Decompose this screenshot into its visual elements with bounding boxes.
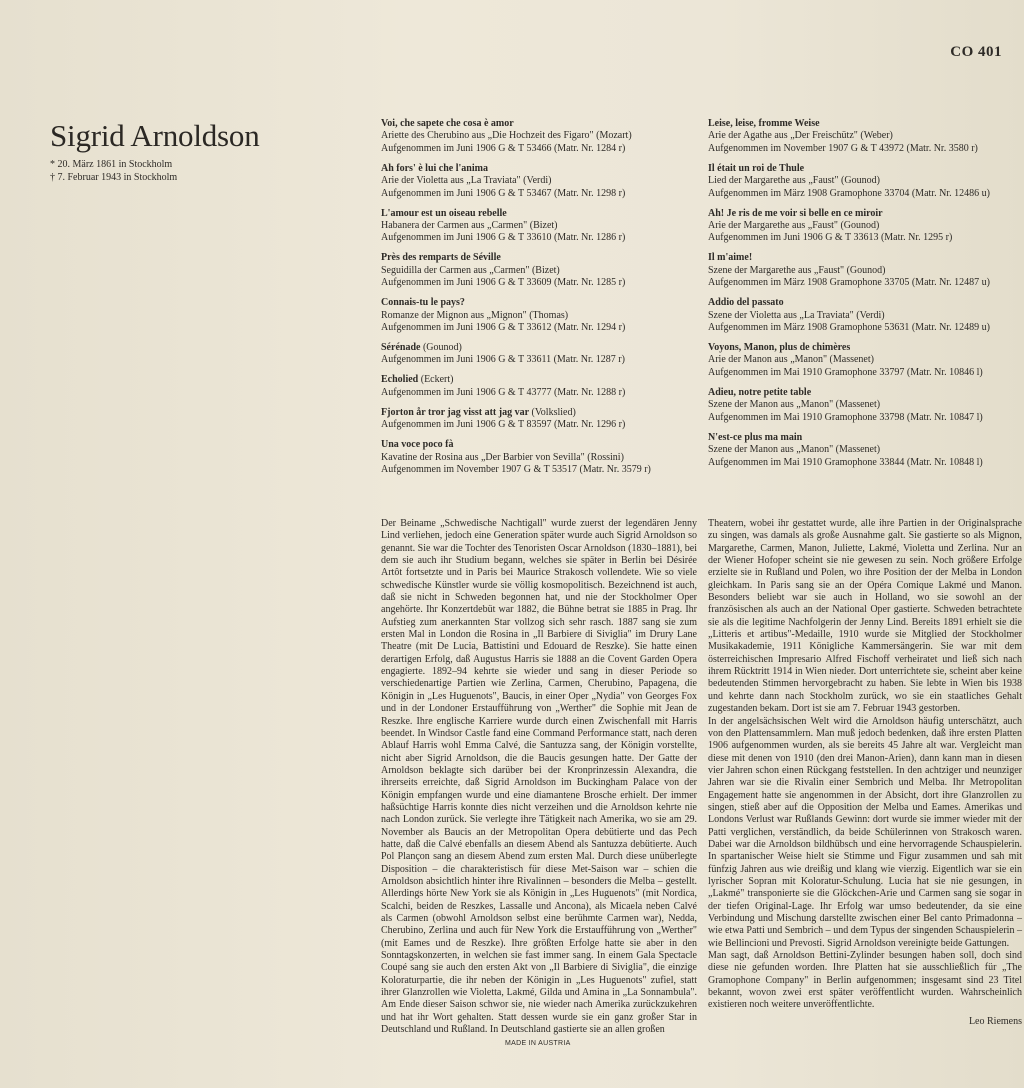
- track-entry: [381, 163, 711, 200]
- track-title-line: [708, 297, 1024, 309]
- track-description: Romanze der Mignon aus „Mignon" (Thomas): [381, 309, 569, 321]
- track-recording-info: Aufgenommen im Juni 1906 G & T 83597 (Matr. Nr. 1296 r): [381, 419, 626, 431]
- biography-column-right: [708, 518, 1022, 1028]
- track-composer: (Gounod): [420, 342, 462, 354]
- artist-dates: [50, 158, 350, 184]
- track-title-line: [708, 163, 1024, 175]
- track-title: L'amour est un oiseau rebelle: [381, 207, 507, 219]
- track-title: Sérénade: [381, 342, 421, 354]
- track-title-line: [708, 432, 1024, 444]
- track-entry: [708, 208, 1024, 245]
- track-entry: [381, 297, 711, 334]
- track-title-line: [708, 387, 1024, 399]
- track-composer: (Eckert): [418, 374, 454, 386]
- death-date: † 7. Februar 1943 in Stockholm: [50, 172, 178, 183]
- track-recording-info: Aufgenommen im Juni 1906 G & T 33611 (Matr. Nr. 1287 r): [381, 354, 625, 366]
- track-recording-info: Aufgenommen im Mai 1910 Gramophone 33798 (Matr. Nr. 10847 l): [708, 411, 983, 423]
- artist-name: Sigrid Arnoldson: [50, 118, 260, 153]
- track-entry: [381, 342, 711, 367]
- track-recording-info: Aufgenommen im Juni 1906 G & T 33609 (Matr. Nr. 1285 r): [381, 277, 626, 289]
- track-description: Kavatine der Rosina aus „Der Barbier von Sevilla" (Rossini): [381, 451, 624, 463]
- track-title: Echolied: [381, 374, 419, 386]
- track-title: Près des remparts de Séville: [381, 252, 501, 264]
- biography-paragraph: Der Beiname „Schwedische Nachtigall" wurde zuerst der legendären Jenny Lind verliehen, jedoch eine Generation später wurde auch Sigrid Arnoldson so genannt. Sie war die Tochter des Tenoristen Oscar Arnoldson (1830–1881), bei dem sie auch ihr Studium begann, welches sie später in Berlin bei Désirée Artôt fortsetzte und in Paris bei Maurice Strakosch vollendete. Wie so viele schwedische Künstler wurde sie völlig kosmopolitisch. Bezeichnend ist auch, daß sie nicht in Schweden begonnen hat, und nie der Stockholmer Oper angehörte. Ihr Konzertdebüt war 1882, die Bühne betrat sie 1885 in Prag. Ihr Aufstieg zum anerkannten Star vollzog sich sehr rasch. 1887 sang sie zum ersten Mal in London die Rosina in „Il Barbiere di Siviglia" im Drury Lane Theatre (mit De Lucia, Battistini und Edouard de Reszke). Sie hatte einen derartigen Erfolg, daß Augustus Harris sie 1888 an die Covent Garden Opera engagierte. 1892–94 kehrte sie wieder und sang in dieser Periode so verschiedenartige Partien wie Zerlina, Carmen, Cherubino, Papagena, die Königin in „Les Huguenots", Baucis, in einer Oper „Nydia" von Georges Fox und in der Londoner Erstaufführung von „Werther" die Sophie mit Jean de Reszke. Ihre englische Karriere wurde durch einen Zwischenfall mit Harris beendet. In Windsor Castle fand eine Command Performance statt, nach deren Ablauf Harris wohl Emma Calvé, die Santuzza sang, der Königin vorstellte, nicht aber Sigrid Arnoldson, die die Baucis gesungen hatte. Der Gatte der Arnoldson beklagte sich darüber bei der Kronprinzessin Alexandra, die ihrerseits erreichte, daß Sigrid Arnoldson im Buckingham Palace von der Königin empfangen wurde und eine diamantene Brosche erhielt. Der immer haßsüchtige Harris konnte dies nicht verzeihen und die Arnoldson kehrte nie nach London zurück. Sie verlegte ihre Tätigkeit nach Amerika, wo sie am 29. November als Baucis an der Metropolitan Opera debütierte und das Pech hatte, daß die Calvé ebenfalls an diesem Abend als Santuzza debütierte. Auch Pol Plançon sang an diesem Abend zum ersten Mal. Durch diese unüberlegte Disposition – die charakteristisch für diese Met-Saison war – schien die Arnoldson absichtlich hinter ihre Rivalinnen – besonders die Melba – gestellt. Allerdings hörte New York sie als Königin in „Les Huguenots" (mit Nordica, Scalchi, beiden de Reszkes, Lassalle und Ancona), als Micaela neben Calvé als Carmen (obwohl Arnoldson selbst eine berühmte Carmen war), Nedda, Cherubino, Zerlina und auch für New York die Erstaufführung von „Werther" (mit Eames und de Reszke). Ihre größten Erfolge hatte sie aber in den Sonntagskonzerten, in welchen sie fast immer sang. In einem Gala Spectacle Coupé sang sie auch den ersten Akt von „Il Barbiere di Siviglia", die einzige Koloraturpartie, die ihr neben der Königin in „Les Huguenots" zufiel, statt ihrer Glanzrollen wie Violetta, Lakmé, Gilda und Amina in „La Sonnambula". Am Ende dieser Saison schwor sie, nie wieder nach Amerika zurückzukehren und hat ihr Wort gehalten. Statt dessen wurde sie ein ganz großer Star in Deutschland und Rußland. In Deutschland gastierte sie an allen großen: [381, 518, 697, 1036]
- track-title-line: [708, 118, 1024, 130]
- track-recording-info: Aufgenommen im Juni 1906 G & T 33610 (Matr. Nr. 1286 r): [381, 232, 626, 244]
- track-recording-info: Aufgenommen im Mai 1910 Gramophone 33797 (Matr. Nr. 10846 l): [708, 366, 983, 378]
- author-credit: Leo Riemens: [968, 1015, 1022, 1027]
- track-entry: [708, 163, 1024, 200]
- track-title-line: [381, 439, 711, 451]
- track-title-line: [381, 252, 711, 264]
- track-title: N'est-ce plus ma main: [708, 431, 803, 443]
- track-description: Arie der Agathe aus „Der Freischütz" (Weber): [708, 130, 893, 142]
- track-description: Habanera der Carmen aus „Carmen" (Bizet): [381, 220, 558, 232]
- catalog-number: CO 401: [950, 44, 1002, 60]
- track-description: Szene der Margarethe aus „Faust" (Gounod): [708, 264, 886, 276]
- track-title: Voyons, Manon, plus de chimères: [708, 342, 851, 354]
- track-title: Voi, che sapete che cosa è amor: [381, 118, 514, 129]
- track-title-line: [381, 163, 711, 175]
- track-recording-info: Aufgenommen im November 1907 G & T 43972 (Matr. Nr. 3580 r): [708, 142, 978, 154]
- track-title: Il m'aime!: [708, 252, 753, 264]
- track-entry: [381, 252, 711, 289]
- track-title: Connais-tu le pays?: [381, 297, 465, 309]
- track-entry: [708, 387, 1024, 424]
- track-title-line: [381, 208, 711, 220]
- track-recording-info: Aufgenommen im November 1907 G & T 53517 (Matr. Nr. 3579 r): [381, 464, 651, 476]
- track-description: Arie der Manon aus „Manon" (Massenet): [708, 354, 874, 366]
- track-entry: [381, 374, 711, 399]
- track-composer: (Volkslied): [529, 406, 576, 418]
- made-in-label: MADE IN AUSTRIA: [505, 1040, 571, 1047]
- track-entry: [381, 439, 711, 476]
- track-recording-info: Aufgenommen im Juni 1906 G & T 53466 (Matr. Nr. 1284 r): [381, 142, 626, 154]
- track-description: Ariette des Cherubino aus „Die Hochzeit des Figaro" (Mozart): [381, 130, 632, 142]
- tracklist-left: [381, 118, 711, 484]
- track-description: Szene der Manon aus „Manon" (Massenet): [708, 399, 881, 411]
- track-title-line: [708, 252, 1024, 264]
- biography-column-left: [381, 518, 697, 1036]
- track-title-line: [381, 374, 711, 386]
- track-title: Addio del passato: [708, 297, 784, 309]
- track-recording-info: Aufgenommen im März 1908 Gramophone 33705 (Matr. Nr. 12487 u): [708, 277, 990, 289]
- track-title: Ah fors' è lui che l'anima: [381, 162, 488, 174]
- biography-paragraph: In der angelsächsischen Welt wird die Arnoldson häufig unterschätzt, auch von den Plattensammlern. Man muß jedoch bedenken, daß ihre ersten Platten 1906 aufgenommen wurden, als sie bereits 45 Jahre alt war. Vergleicht man diese mit denen von 1910 (den drei Manon-Arien), dann kann man in diesen vier Jahren schon einen Rückgang feststellen. In den achtziger und neunziger Jahren war sie die Rivalin einer Sembrich und Melba. Ihr Metropolitan Engagement hatte sie angenommen in der Absicht, dort ihre Glanzrollen zu singen, stieß aber auf die Opposition der Melba und Eames. Amerikas und Londons Verlust war Rußlands Gewinn: dort wurde sie immer wieder mit der Patti verglichen, verständlich, da beide Schülerinnen von Strakosch waren. Dabei war die Arnoldson bildhübsch und eine hervorragende Schauspielerin. In spartanischer Weise hielt sie Stimme und Figur zusammen und sah mit fünfzig Jahren aus wie dreißig und klang wie vierzig. Eigentlich war sie ein lyrischer Sopran mit Koloratur-Schulung. Lucia hat sie nie gesungen, in „Lakmé" transponierte sie die Glöckchen-Arie und Carmen sang sie sogar in der tiefen Original-Lage. Ihr Erfolg war umso bedeutender, da sie eine Verbindung und Mischung darstellte zwischen einer Bel canto Primadonna – wie etwa Patti und Sembrich – und dem Typus der singenden Schauspielerin – wie Bellincioni und Prevosti. Sigrid Arnoldson vereinigte beide Gattungen.: [708, 715, 1022, 949]
- track-recording-info: Aufgenommen im Mai 1910 Gramophone 33844 (Matr. Nr. 10848 l): [708, 456, 983, 468]
- track-recording-info: Aufgenommen im März 1908 Gramophone 53631 (Matr. Nr. 12489 u): [708, 322, 990, 334]
- track-entry: [708, 252, 1024, 289]
- track-recording-info: Aufgenommen im Juni 1906 G & T 53467 (Matr. Nr. 1298 r): [381, 187, 626, 199]
- track-title-line: [381, 407, 711, 419]
- track-title: Una voce poco fà: [381, 439, 454, 451]
- track-recording-info: Aufgenommen im Juni 1906 G & T 43777 (Matr. Nr. 1288 r): [381, 386, 626, 398]
- track-entry: [381, 208, 711, 245]
- track-description: Lied der Margarethe aus „Faust" (Gounod): [708, 175, 880, 187]
- track-title-line: [381, 297, 711, 309]
- track-entry: [708, 297, 1024, 334]
- track-title: Il était un roi de Thule: [708, 162, 805, 174]
- tracklist-right: [708, 118, 1024, 477]
- track-title: Leise, leise, fromme Weise: [708, 118, 820, 129]
- track-description: Arie der Margarethe aus „Faust" (Gounod): [708, 220, 880, 232]
- track-entry: [708, 118, 1024, 155]
- track-title-line: [381, 118, 711, 130]
- track-description: Seguidilla der Carmen aus „Carmen" (Bizet): [381, 264, 560, 276]
- track-description: Szene der Violetta aus „La Traviata" (Verdi): [708, 309, 885, 321]
- artist-header: [50, 118, 350, 184]
- track-entry: [381, 407, 711, 432]
- biography-paragraph: Man sagt, daß Arnoldson Bettini-Zylinder besungen haben soll, doch sind diese nie gefunden worden. Ihre Platten hat sie ausschließlich für „The Gramophone Company" in Berlin aufgenommen; insgesamt sind 23 Titel bekannt, wovon zwei erst später veröffentlicht wurden. Wahrscheinlich existieren noch weitere unveröffentlichte.: [708, 950, 1022, 1011]
- track-description: Arie der Violetta aus „La Traviata" (Verdi): [381, 175, 552, 187]
- track-recording-info: Aufgenommen im Juni 1906 G & T 33612 (Matr. Nr. 1294 r): [381, 322, 626, 334]
- track-recording-info: Aufgenommen im Juni 1906 G & T 33613 (Matr. Nr. 1295 r): [708, 232, 953, 244]
- track-entry: [381, 118, 711, 155]
- track-recording-info: Aufgenommen im März 1908 Gramophone 33704 (Matr. Nr. 12486 u): [708, 187, 990, 199]
- track-description: Szene der Manon aus „Manon" (Massenet): [708, 444, 881, 456]
- track-title-line: [381, 342, 711, 354]
- track-title: Adieu, notre petite table: [708, 386, 812, 398]
- track-entry: [708, 432, 1024, 469]
- biography-paragraph: Theatern, wobei ihr gestattet wurde, alle ihre Partien in der Originalsprache zu singen, was damals als große Ausnahme galt. Sie gastierte so als Mignon, Margarethe, Carmen, Manon, Juliette, Lakmé, Violetta und Zerlina. Nur an der Wiener Hofoper scheint sie nie gewesen zu sein. Noch größere Erfolge erzielte sie in Rußland und Polen, wo ihre Position der der Melba in London gleichkam. In Paris sang sie an der Opéra Comique Lakmé und Manon. Besonders beliebt war sie auch in Holland, wo sie sowohl an der französischen als auch an der National Oper gastierte. Schweden betrachtete sie als die legitime Nachfolgerin der Jenny Lind. Bereits 1891 erhielt sie die „Litteris et artibus"-Medaille, 1910 wurde sie Mitglied der Stockholmer Musikakademie, 1911 Königliche Kammersängerin. Sie war mit dem österreichischen Impresario Alfred Fischoff verheiratet und ließ sich nach ihrem Rücktritt 1914 in Wien nieder. Dort unterrichtete sie, scheint aber keine bedeutenden Stimmen hervorgebracht zu haben. Sie lebte in Wien bis 1938 und kehrte dann nach Stockholm zurück, wo sie ein staatliches Gehalt zugestanden bekam. Dort ist sie am 7. Februar 1943 gestorben.: [708, 518, 1022, 715]
- birth-date: * 20. März 1861 in Stockholm: [50, 159, 173, 170]
- track-title-line: [708, 342, 1024, 354]
- track-title-line: [708, 208, 1024, 220]
- track-title: Fjorton år tror jag visst att jag var: [381, 406, 530, 418]
- track-entry: [708, 342, 1024, 379]
- track-title: Ah! Je ris de me voir si belle en ce miroir: [708, 207, 883, 219]
